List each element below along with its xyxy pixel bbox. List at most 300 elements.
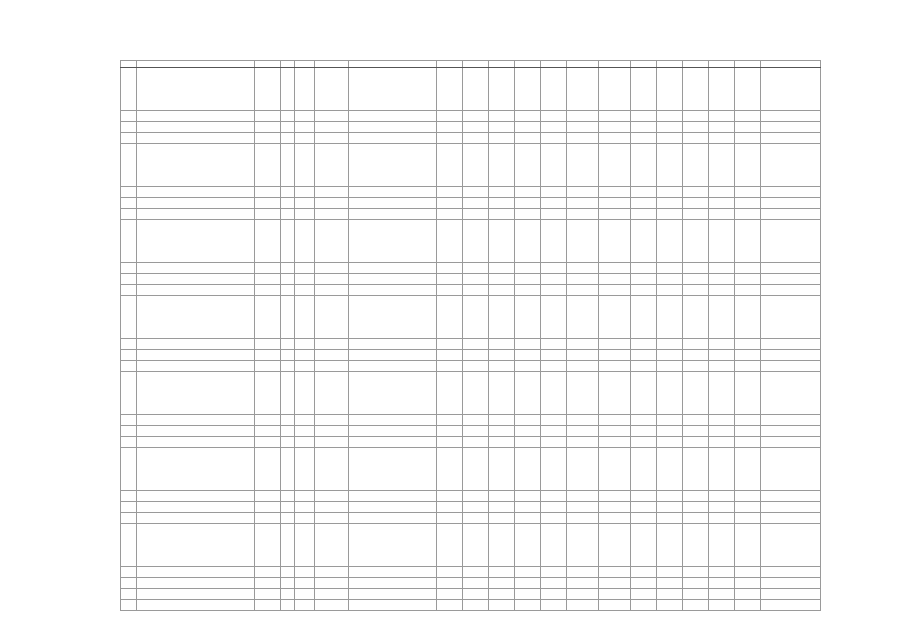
table-row-subtotal [121, 285, 821, 296]
table-cell [437, 296, 463, 339]
table-cell [515, 209, 541, 220]
table-cell [121, 220, 137, 263]
table-cell [281, 122, 295, 133]
table-cell [463, 133, 489, 144]
table-cell [735, 589, 761, 600]
table-cell [599, 426, 631, 437]
table-cell [489, 524, 515, 567]
table-cell [281, 426, 295, 437]
table-cell [463, 209, 489, 220]
table-cell [631, 589, 657, 600]
table-cell [567, 144, 599, 187]
table-cell [489, 578, 515, 589]
table-cell [255, 122, 281, 133]
table-row-subtotal [121, 111, 821, 122]
table-cell [761, 122, 821, 133]
table-cell [657, 448, 683, 491]
table-cell [683, 296, 709, 339]
table-cell [315, 296, 349, 339]
table-cell [709, 372, 735, 415]
table-cell [709, 448, 735, 491]
table-cell [709, 350, 735, 361]
table-cell [631, 524, 657, 567]
table-cell [709, 144, 735, 187]
table-cell [599, 122, 631, 133]
table-cell [315, 339, 349, 350]
table-cell [761, 578, 821, 589]
table-cell [349, 285, 437, 296]
table-cell [709, 339, 735, 350]
table-cell [631, 437, 657, 448]
table-cell [761, 361, 821, 372]
table-cell [599, 513, 631, 524]
table-cell [541, 502, 567, 513]
table-sheet [120, 60, 820, 580]
table-cell [121, 502, 137, 513]
table-cell [631, 415, 657, 426]
table-cell [541, 491, 567, 502]
table-cell [137, 437, 255, 448]
table-cell [735, 415, 761, 426]
table-cell [515, 502, 541, 513]
table-cell [137, 296, 255, 339]
table-cell [349, 111, 437, 122]
table-cell [683, 437, 709, 448]
table-cell [599, 220, 631, 263]
table-cell [463, 589, 489, 600]
table-cell [683, 68, 709, 111]
table-cell [281, 524, 295, 567]
table-cell [567, 68, 599, 111]
table-cell [683, 448, 709, 491]
table-cell [761, 415, 821, 426]
table-cell [657, 187, 683, 198]
table-cell [255, 350, 281, 361]
table-cell [709, 578, 735, 589]
table-cell [489, 187, 515, 198]
table-cell [255, 220, 281, 263]
table-cell [489, 448, 515, 491]
table-cell [515, 111, 541, 122]
table-cell [683, 513, 709, 524]
table-cell [657, 524, 683, 567]
column-header-cell [437, 61, 463, 68]
table-cell [315, 437, 349, 448]
table-row-item [121, 372, 821, 415]
table-row-item [121, 448, 821, 491]
table-cell [489, 274, 515, 285]
table-cell [349, 122, 437, 133]
table-row-item [121, 524, 821, 567]
table-cell [567, 415, 599, 426]
table-row-subtotal [121, 491, 821, 502]
table-cell [567, 448, 599, 491]
table-cell [489, 209, 515, 220]
table-cell [489, 285, 515, 296]
table-cell [255, 567, 281, 578]
table-cell [761, 285, 821, 296]
table-cell [541, 339, 567, 350]
table-cell [735, 220, 761, 263]
table-cell [463, 578, 489, 589]
table-cell [349, 600, 437, 611]
table-cell [567, 263, 599, 274]
table-cell [121, 144, 137, 187]
table-cell [255, 361, 281, 372]
table-cell [349, 68, 437, 111]
table-cell [489, 589, 515, 600]
table-row-item [121, 220, 821, 263]
table-cell [567, 209, 599, 220]
table-cell [463, 122, 489, 133]
table-row-subtotal [121, 567, 821, 578]
table-cell [761, 448, 821, 491]
table-cell [349, 361, 437, 372]
table-cell [657, 437, 683, 448]
table-cell [541, 513, 567, 524]
table-cell [255, 133, 281, 144]
table-cell [541, 209, 567, 220]
table-cell [599, 111, 631, 122]
table-cell [489, 68, 515, 111]
table-row-subtotal [121, 578, 821, 589]
table-cell [657, 567, 683, 578]
table-cell [437, 437, 463, 448]
table-cell [295, 209, 315, 220]
table-cell [255, 415, 281, 426]
table-cell [437, 339, 463, 350]
table-cell [631, 209, 657, 220]
data-table [120, 60, 821, 611]
table-cell [315, 513, 349, 524]
table-cell [657, 111, 683, 122]
table-cell [281, 220, 295, 263]
table-cell [281, 285, 295, 296]
table-cell [437, 133, 463, 144]
table-cell [137, 274, 255, 285]
table-cell [295, 350, 315, 361]
table-cell [489, 415, 515, 426]
table-cell [515, 122, 541, 133]
table-cell [349, 263, 437, 274]
table-cell [281, 448, 295, 491]
table-cell [567, 589, 599, 600]
table-cell [295, 524, 315, 567]
table-cell [137, 263, 255, 274]
table-cell [761, 111, 821, 122]
table-cell [315, 491, 349, 502]
table-cell [515, 567, 541, 578]
table-cell [137, 122, 255, 133]
table-cell [489, 513, 515, 524]
table-cell [255, 263, 281, 274]
table-cell [121, 524, 137, 567]
table-cell [567, 111, 599, 122]
table-cell [281, 198, 295, 209]
table-cell [295, 502, 315, 513]
table-cell [463, 502, 489, 513]
table-cell [463, 274, 489, 285]
table-cell [463, 198, 489, 209]
table-cell [631, 122, 657, 133]
column-header-cell [631, 61, 657, 68]
table-cell [315, 111, 349, 122]
table-cell [709, 415, 735, 426]
table-cell [735, 187, 761, 198]
table-cell [735, 263, 761, 274]
table-cell [281, 600, 295, 611]
table-cell [631, 600, 657, 611]
table-cell [657, 263, 683, 274]
table-cell [255, 285, 281, 296]
table-cell [463, 350, 489, 361]
table-cell [709, 220, 735, 263]
table-cell [541, 589, 567, 600]
table-cell [541, 567, 567, 578]
table-cell [735, 144, 761, 187]
table-cell [349, 296, 437, 339]
table-cell [631, 187, 657, 198]
table-cell [735, 111, 761, 122]
table-cell [315, 578, 349, 589]
table-cell [735, 502, 761, 513]
table-cell [761, 339, 821, 350]
table-cell [657, 68, 683, 111]
table-cell [735, 513, 761, 524]
table-cell [281, 361, 295, 372]
table-cell [281, 263, 295, 274]
table-cell [515, 578, 541, 589]
table-cell [121, 372, 137, 415]
table-row-item [121, 68, 821, 111]
table-cell [121, 350, 137, 361]
table-cell [281, 68, 295, 111]
table-cell [137, 220, 255, 263]
table-cell [567, 198, 599, 209]
table-cell [281, 578, 295, 589]
table-cell [255, 209, 281, 220]
table-cell [631, 361, 657, 372]
column-header-cell [315, 61, 349, 68]
table-cell [631, 220, 657, 263]
table-cell [121, 187, 137, 198]
table-cell [515, 426, 541, 437]
table-cell [541, 274, 567, 285]
table-cell [567, 296, 599, 339]
table-cell [121, 589, 137, 600]
table-cell [121, 491, 137, 502]
table-cell [735, 567, 761, 578]
table-cell [735, 437, 761, 448]
table-cell [137, 502, 255, 513]
table-cell [683, 502, 709, 513]
table-cell [489, 567, 515, 578]
table-cell [515, 350, 541, 361]
table-cell [709, 513, 735, 524]
table-cell [567, 372, 599, 415]
table-cell [489, 350, 515, 361]
table-cell [761, 274, 821, 285]
table-cell [489, 220, 515, 263]
table-cell [567, 426, 599, 437]
table-cell [295, 589, 315, 600]
table-cell [295, 513, 315, 524]
table-cell [295, 285, 315, 296]
table-cell [683, 491, 709, 502]
table-cell [349, 198, 437, 209]
table-cell [255, 111, 281, 122]
table-cell [463, 437, 489, 448]
table-cell [515, 339, 541, 350]
table-cell [281, 209, 295, 220]
table-cell [599, 296, 631, 339]
table-cell [631, 426, 657, 437]
table-cell [541, 578, 567, 589]
table-cell [255, 589, 281, 600]
table-cell [683, 285, 709, 296]
column-header-cell [683, 61, 709, 68]
table-cell [761, 144, 821, 187]
table-cell [567, 187, 599, 198]
table-cell [437, 350, 463, 361]
table-cell [137, 578, 255, 589]
table-cell [437, 220, 463, 263]
table-cell [463, 285, 489, 296]
table-cell [541, 372, 567, 415]
column-header-cell [657, 61, 683, 68]
table-cell [349, 339, 437, 350]
table-cell [489, 122, 515, 133]
table-cell [255, 502, 281, 513]
table-cell [489, 198, 515, 209]
table-cell [463, 263, 489, 274]
table-row-subtotal [121, 513, 821, 524]
table-cell [315, 68, 349, 111]
table-cell [295, 144, 315, 187]
table-cell [463, 144, 489, 187]
table-cell [631, 502, 657, 513]
table-cell [631, 296, 657, 339]
table-cell [683, 198, 709, 209]
table-cell [761, 372, 821, 415]
table-cell [761, 350, 821, 361]
table-cell [137, 372, 255, 415]
table-cell [137, 426, 255, 437]
table-row-item [121, 144, 821, 187]
table-cell [709, 263, 735, 274]
table-cell [315, 209, 349, 220]
table-cell [567, 524, 599, 567]
table-cell [315, 524, 349, 567]
table-cell [281, 589, 295, 600]
table-cell [137, 600, 255, 611]
table-cell [295, 448, 315, 491]
table-cell [541, 187, 567, 198]
table-row-subtotal [121, 187, 821, 198]
table-cell [255, 339, 281, 350]
table-cell [761, 296, 821, 339]
table-cell [349, 372, 437, 415]
table-cell [121, 361, 137, 372]
table-cell [437, 144, 463, 187]
table-cell [295, 578, 315, 589]
table-cell [137, 133, 255, 144]
table-cell [489, 361, 515, 372]
table-row-subtotal [121, 589, 821, 600]
table-cell [137, 589, 255, 600]
table-cell [735, 296, 761, 339]
table-cell [437, 448, 463, 491]
table-cell [349, 567, 437, 578]
table-cell [255, 426, 281, 437]
table-cell [567, 122, 599, 133]
table-cell [657, 144, 683, 187]
table-cell [137, 285, 255, 296]
table-cell [599, 68, 631, 111]
table-cell [515, 589, 541, 600]
table-cell [599, 274, 631, 285]
table-cell [437, 285, 463, 296]
table-cell [515, 296, 541, 339]
table-cell [489, 491, 515, 502]
table-cell [683, 426, 709, 437]
table-cell [315, 361, 349, 372]
table-cell [709, 524, 735, 567]
table-cell [567, 567, 599, 578]
table-cell [515, 274, 541, 285]
table-cell [657, 209, 683, 220]
table-cell [349, 187, 437, 198]
table-cell [631, 68, 657, 111]
table-cell [295, 600, 315, 611]
table-cell [599, 437, 631, 448]
table-cell [683, 274, 709, 285]
table-cell [295, 491, 315, 502]
table-cell [683, 567, 709, 578]
table-cell [761, 220, 821, 263]
table-cell [599, 339, 631, 350]
table-cell [657, 274, 683, 285]
column-header-cell [735, 61, 761, 68]
table-cell [295, 187, 315, 198]
table-cell [121, 339, 137, 350]
table-cell [437, 68, 463, 111]
table-cell [761, 68, 821, 111]
table-cell [315, 600, 349, 611]
table-cell [281, 415, 295, 426]
table-cell [255, 578, 281, 589]
table-cell [599, 415, 631, 426]
table-cell [709, 426, 735, 437]
table-cell [515, 513, 541, 524]
table-cell [541, 437, 567, 448]
table-row-subtotal [121, 209, 821, 220]
table-row-item [121, 296, 821, 339]
table-cell [657, 361, 683, 372]
table-cell [121, 285, 137, 296]
table-cell [599, 350, 631, 361]
table-cell [709, 187, 735, 198]
table-cell [463, 491, 489, 502]
table-cell [515, 144, 541, 187]
table-cell [137, 415, 255, 426]
table-cell [315, 448, 349, 491]
table-cell [631, 372, 657, 415]
table-cell [631, 263, 657, 274]
table-cell [121, 600, 137, 611]
table-cell [631, 274, 657, 285]
column-header-cell [567, 61, 599, 68]
